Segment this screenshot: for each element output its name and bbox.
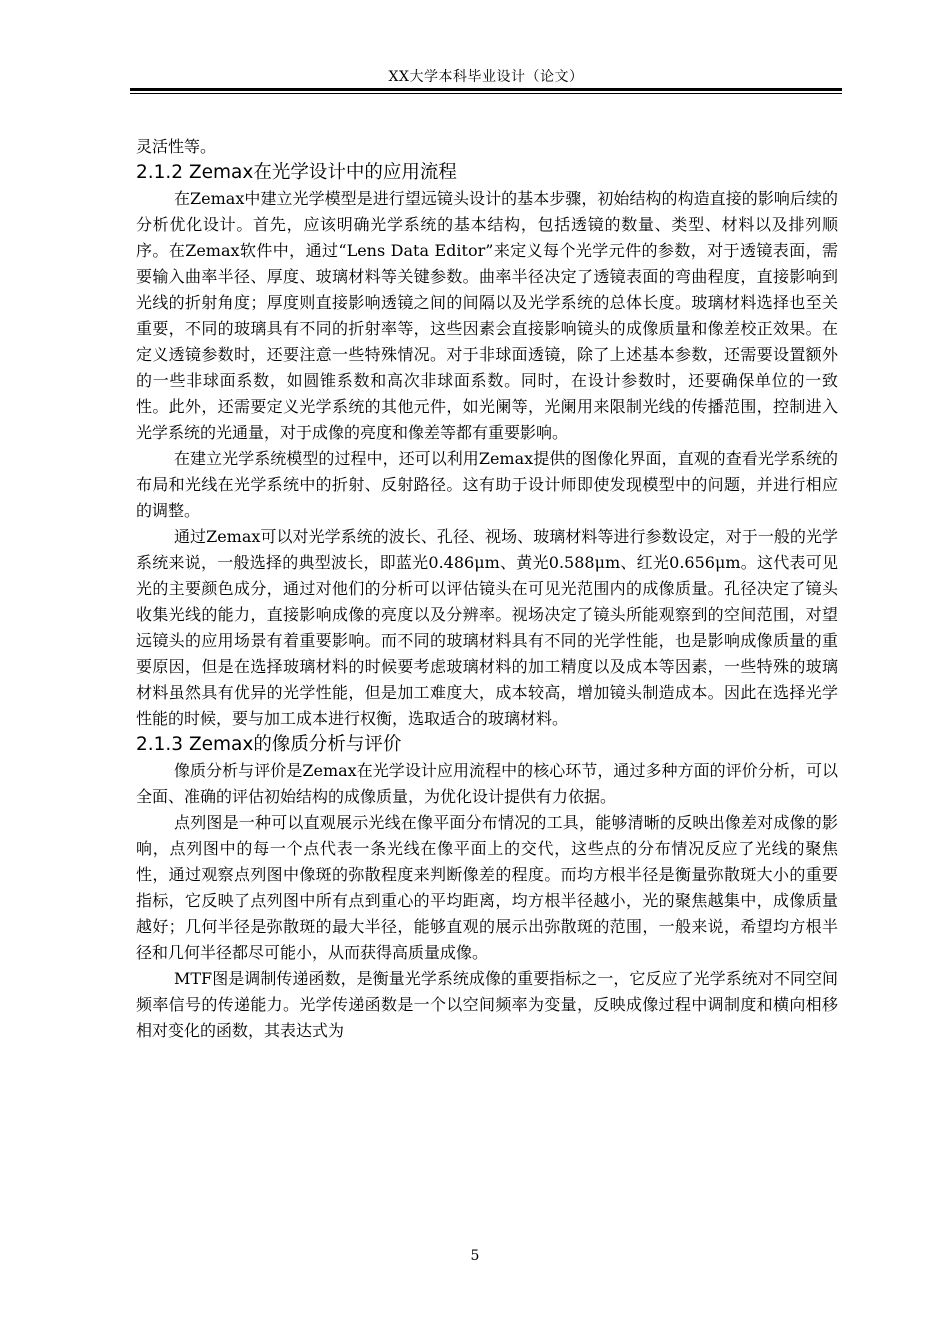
- running-header: XX大学本科毕业设计（论文）: [388, 69, 584, 85]
- section-heading-2-1-3: 2.1.3 Zemax的像质分析与评价: [136, 734, 402, 755]
- paragraph: 像质分析与评价是Zemax在光学设计应用流程中的核心环节，通过多种方面的评价分析，可以全面、准确的评估初始结构的成像质量，为优化设计提供有力依据。: [136, 761, 838, 806]
- header-rule-thin: [130, 93, 842, 94]
- page-body: [136, 134, 838, 1044]
- paragraph: MTF图是调制传递函数，是衡量光学系统成像的重要指标之一，它反应了光学系统对不同空间频率信号的传递能力。光学传递函数是一个以空间频率为变量，反映成像过程中调制度和横向相移相对变化的函数，其表达式为: [136, 969, 838, 1040]
- paragraph: 点列图是一种可以直观展示光线在像平面分布情况的工具，能够清晰的反映出像差对成像的影响，点列图中的每一个点代表一条光线在像平面上的交代，这些点的分布情况反应了光线的聚焦性，通过观察点列图中像斑的弥散程度来判断像差的程度。而均方根半径是衡量弥散斑大小的重要指标，它反映了点列图中所有点到重心的平均距离，均方根半径越小，光的聚焦越集中，成像质量越好；几何半径是弥散斑的最大半径，能够直观的展示出弥散斑的范围，一般来说，希望均方根半径和几何半径都尽可能小，从而获得高质量成像。: [136, 813, 838, 962]
- lead-fragment: 灵活性等。: [136, 137, 217, 156]
- page-number: 5: [470, 1248, 480, 1264]
- section-heading-2-1-2: 2.1.2 Zemax在光学设计中的应用流程: [136, 162, 457, 183]
- header-rule-thick: [130, 88, 842, 91]
- paragraph: 在Zemax中建立光学模型是进行望远镜头设计的基本步骤，初始结构的构造直接的影响后续的分析优化设计。首先，应该明确光学系统的基本结构，包括透镜的数量、类型、材料以及排列顺序。在Zemax软件中，通过“Lens Data Editor”来定义每个光学元件的参数，对于透镜表面，需要输入曲率半径、厚度、玻璃材料等关键参数。曲率半径决定了透镜表面的弯曲程度，直接影响到光线的折射角度；厚度则直接影响透镜之间的间隔以及光学系统的总体长度。玻璃材料选择也至关重要，不同的玻璃具有不同的折射率等，这些因素会直接影响镜头的成像质量和像差校正效果。在定义透镜参数时，还要注意一些特殊情况。对于非球面透镜，除了上述基本参数，还需要设置额外的一些非球面系数，如圆锥系数和高次非球面系数。同时，在设计参数时，还要确保单位的一致性。此外，还需要定义光学系统的其他元件，如光阑等，光阑用来限制光线的传播范围，控制进入光学系统的光通量，对于成像的亮度和像差等都有重要影响。: [136, 189, 838, 442]
- paragraph: 在建立光学系统模型的过程中，还可以利用Zemax提供的图像化界面，直观的查看光学系统的布局和光线在光学系统中的折射、反射路径。这有助于设计师即使发现模型中的问题，并进行相应的调整。: [136, 449, 838, 520]
- paragraph: 通过Zemax可以对光学系统的波长、孔径、视场、玻璃材料等进行参数设定，对于一般的光学系统来说，一般选择的典型波长，即蓝光0.486μm、黄光0.588μm、红光0.656μm。这代表可见光的主要颜色成分，通过对他们的分析可以评估镜头在可见光范围内的成像质量。孔径决定了镜头收集光线的能力，直接影响成像的亮度以及分辨率。视场决定了镜头所能观察到的空间范围，对望远镜头的应用场景有着重要影响。而不同的玻璃材料具有不同的光学性能，也是影响成像质量的重要原因，但是在选择玻璃材料的时候要考虑玻璃材料的加工精度以及成本等因素，一些特殊的玻璃材料虽然具有优异的光学性能，但是加工难度大，成本较高，增加镜头制造成本。因此在选择光学性能的时候，要与加工成本进行权衡，选取适合的玻璃材料。: [136, 527, 838, 728]
